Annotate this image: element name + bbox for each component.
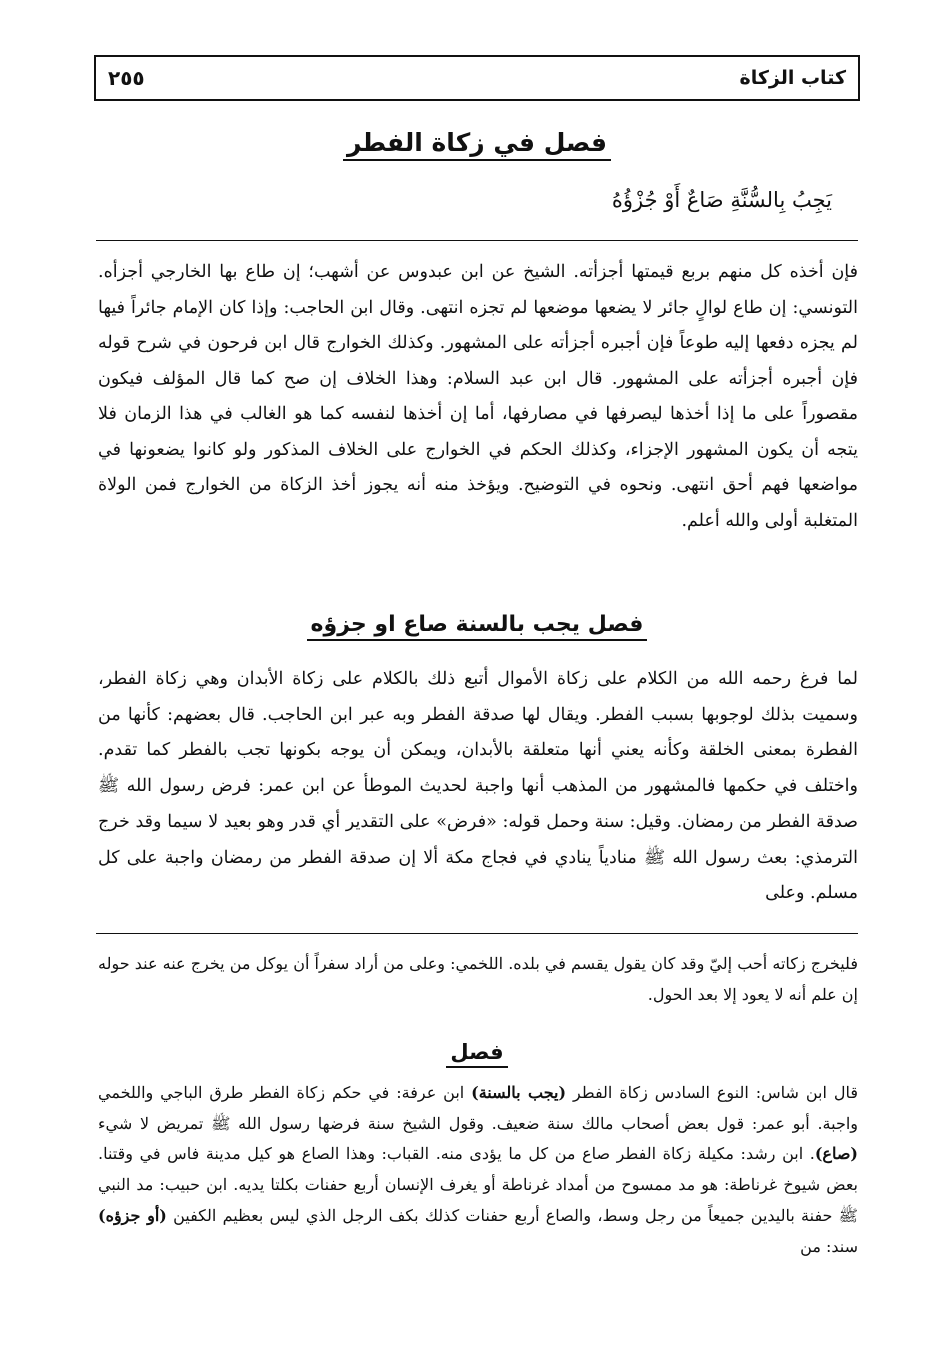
- matn-quote: (صاع): [814, 1144, 858, 1164]
- matn-text: يَجِبُ بِالسُّنَّةِ صَاعٌ أَوْ جُزْؤُهُ: [611, 188, 832, 212]
- page-header: [94, 55, 860, 101]
- commentary-paragraph-main: لما فرغ رحمه الله من الكلام على زكاة الأموال أتبع ذلك بالكلام على زكاة الأبدان وهي زكاة الفطر، وسميت بذلك لوجوبها بسبب الفطر. ويقال لها صدقة الفطر وبه عبر ابن الحاجب. قال بعضهم: كأنها من الفطرة بمعنى الخلقة وكأنه يعني أنها متعلقة بالأبدان، ويمكن أن يوجه بكونها تجب بالفطر كما تقدم. واختلف في حكمها فالمشهور من المذهب أنها واجبة لحديث الموطأ عن ابن عمر: فرض رسول الله ﷺ صدقة الفطر من رمضان. وقيل: سنة وحمل قوله: «فرض» على التقدير أي قدر وهو بعيد لا سيما وقد خرج الترمذي: بعث رسول الله ﷺ منادياً ينادي في فجاج مكة ألا إن صدقة الفطر من رمضان واجبة على كل مسلم. وعلى: [98, 669, 858, 904]
- commentary-paragraph-top: فإن أخذه كل منهم بربع قيمتها أجزأته. الشيخ عن ابن عبدوس عن أشهب؛ إن طاع بها الخارجي أجزأه. التونسي: إن طاع لوالٍ جائر لا يضعها موضعها لم تجزه انتهى. وقال ابن الحاجب: وإذا كان الإمام جائراً فيها لم يجزه دفعها إليه طوعاً فإن أجبره أجزأته على المشهور. وكذلك الخوارج قال ابن فرحون في شرح قوله فإن أجبره أجزأته على المشهور. قال ابن عبد السلام: وهذا الخلاف إن صح كما قال المؤلف فيكون مقصوراً على ما إذا أخذها ليصرفها في مصارفها، أما إن أخذها لنفسه كما هو الغالب في هذا الزمان فلا يتجه أن يكون المشهور الإجزاء، وكذلك الحكم في الخوارج على الخلاف المذكور ولو كانوا يضعونها في مواضعها فهم أحق انتهى. ونحوه في التوضيح. ويؤخذ منه أنه يجوز أخذ الزكاة من الخوارج فمن الولاة المتغلبة أولى والله أعلم.: [98, 262, 858, 531]
- section-heading-text: فصل: [446, 1040, 507, 1068]
- matn-quote: (يجب بالسنة): [471, 1083, 567, 1102]
- text-run: سند: من: [800, 1236, 858, 1256]
- section-heading-text: فصل يجب بالسنة صاع او جزؤه: [307, 612, 648, 641]
- text-run: قال ابن شاس: النوع السادس زكاة الفطر: [566, 1083, 858, 1102]
- lower-commentary-paragraph: [98, 1078, 858, 1262]
- divider-lower: [96, 933, 858, 934]
- text-run: . ابن رشد: مكيلة زكاة الفطر صاع من كل ما يؤدى منه. القباب: وهذا الصاع هو كيل مدينة فاس في وقتنا. بعض شيوخ غرناطة: هو مد ممسوح من أمداد غرناطة أو يغرف الإنسان أربع حفنات بكلتا يديه. ابن حبيب: مد النبي ﷺ حفنة باليدين جميعاً من رجل وسط، والصاع أربع حفنات كذلك بكف الرجل الذي ليس بعظيم الكفين: [98, 1144, 859, 1225]
- divider-upper: [96, 240, 858, 241]
- running-title: كتاب الزكاة: [739, 67, 846, 89]
- section-heading-fasl: [94, 1040, 860, 1064]
- section-heading-text: فصل في زكاة الفطر: [343, 128, 611, 161]
- text-run: ابن عرفة: في حكم زكاة الفطر طرق الباجي واللخمي واجبة. أبو عمر: قول بعض أصحاب مالك سنة ضعيف. وقول الشيخ سنة فرضها رسول الله ﷺ تمريض لا شيء: [98, 1083, 858, 1133]
- section-heading-zakat-al-fitr: [94, 128, 860, 157]
- page-number: ٢٥٥: [108, 66, 145, 90]
- section-heading-sa-or-part: [94, 612, 860, 637]
- footnote-continuation: فليخرج زكاته أحب إليّ وقد كان يقول يقسم في بلده. اللخمي: وعلى من أراد سفراً أن يوكل من يخرج عنه عند حوله إن علم أنه لا يعود إلا بعد الحول.: [98, 954, 858, 1004]
- matn-quote: (أو جزؤه): [98, 1205, 167, 1225]
